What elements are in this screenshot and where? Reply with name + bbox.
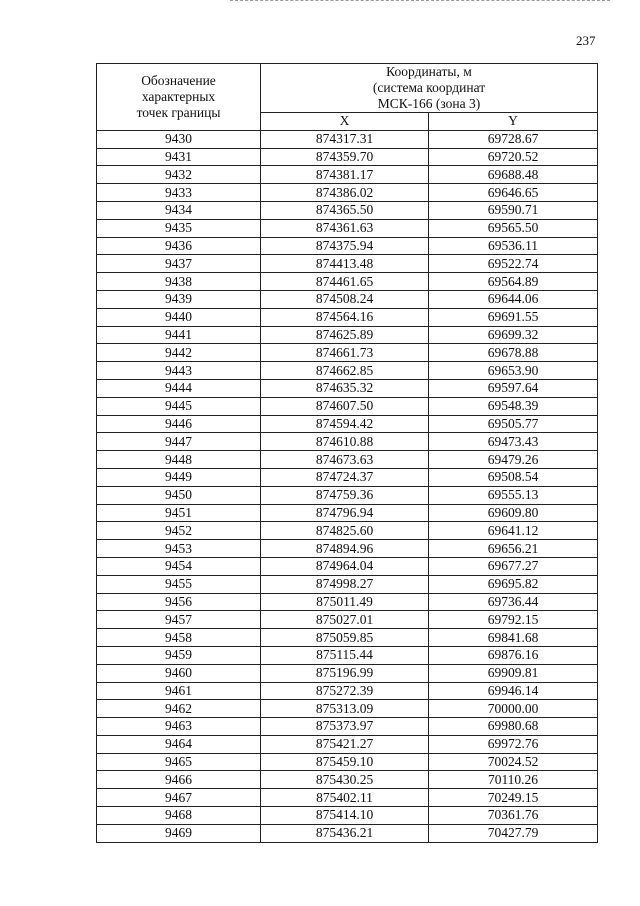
table-row [97,575,598,593]
cell-x: 874381.17 [261,166,429,184]
table-row [97,362,598,380]
cell-point: 9440 [97,308,261,326]
header-coords-line-2: (система координат [372,80,486,95]
cell-y: 69505.77 [429,415,598,433]
table-row [97,807,598,825]
table-row [97,130,598,148]
cell-x: 874825.60 [261,522,429,540]
cell-point: 9445 [97,397,261,415]
cell-x: 874635.32 [261,379,429,397]
cell-x: 874610.88 [261,433,429,451]
header-y: Y [429,113,598,131]
header-coords-line-3: МСК-166 (зона 3) [377,96,481,111]
table-row [97,451,598,469]
cell-x: 874413.48 [261,255,429,273]
cell-point: 9439 [97,290,261,308]
coordinates-table [96,63,598,843]
cell-point: 9446 [97,415,261,433]
cell-x: 874508.24 [261,290,429,308]
cell-point: 9449 [97,468,261,486]
cell-point: 9464 [97,735,261,753]
cell-y: 69728.67 [429,130,598,148]
cell-y: 70249.15 [429,789,598,807]
cell-y: 69548.39 [429,397,598,415]
cell-point: 9456 [97,593,261,611]
cell-y: 69972.76 [429,735,598,753]
table-row [97,290,598,308]
cell-point: 9432 [97,166,261,184]
cell-y: 69641.12 [429,522,598,540]
cell-x: 874359.70 [261,148,429,166]
header-point-line-1: Обозначение [141,72,216,88]
cell-x: 875313.09 [261,700,429,718]
table-header [97,64,598,131]
cell-point: 9460 [97,664,261,682]
table-row [97,166,598,184]
cell-point: 9458 [97,629,261,647]
cell-x: 874661.73 [261,344,429,362]
table-body [97,130,598,842]
table-row [97,468,598,486]
cell-point: 9468 [97,807,261,825]
cell-x: 875459.10 [261,753,429,771]
cell-x: 874662.85 [261,362,429,380]
table-row [97,771,598,789]
cell-x: 875402.11 [261,789,429,807]
cell-point: 9452 [97,522,261,540]
header-point-line-2: характерных [141,88,216,104]
cell-point: 9431 [97,148,261,166]
table-row [97,735,598,753]
cell-y: 69699.32 [429,326,598,344]
cell-y: 69597.64 [429,379,598,397]
cell-x: 874998.27 [261,575,429,593]
page-number: 237 [576,33,596,48]
cell-y: 69678.88 [429,344,598,362]
cell-point: 9467 [97,789,261,807]
cell-point: 9438 [97,273,261,291]
table-row [97,219,598,237]
cell-x: 874461.65 [261,273,429,291]
cell-x: 875421.27 [261,735,429,753]
cell-point: 9430 [97,130,261,148]
cell-point: 9466 [97,771,261,789]
cell-x: 875011.49 [261,593,429,611]
cell-x: 875115.44 [261,646,429,664]
cell-point: 9433 [97,184,261,202]
cell-x: 874564.16 [261,308,429,326]
table-row [97,344,598,362]
table-row [97,593,598,611]
cell-y: 69876.16 [429,646,598,664]
cell-x: 875059.85 [261,629,429,647]
cell-point: 9443 [97,362,261,380]
table-row [97,273,598,291]
cell-x: 875196.99 [261,664,429,682]
cell-y: 69473.43 [429,433,598,451]
cell-point: 9469 [97,824,261,842]
cell-y: 69564.89 [429,273,598,291]
cell-y: 69688.48 [429,166,598,184]
table-row [97,433,598,451]
cell-x: 874964.04 [261,557,429,575]
cell-x: 874594.42 [261,415,429,433]
header-point-designation [97,64,261,131]
table-row [97,753,598,771]
cell-x: 875414.10 [261,807,429,825]
table-row [97,201,598,219]
cell-y: 70361.76 [429,807,598,825]
cell-x: 874386.02 [261,184,429,202]
table-row [97,824,598,842]
cell-point: 9463 [97,718,261,736]
cell-y: 69590.71 [429,201,598,219]
cell-y: 69720.52 [429,148,598,166]
cell-point: 9459 [97,646,261,664]
table-row [97,504,598,522]
cell-y: 69909.81 [429,664,598,682]
cell-x: 874673.63 [261,451,429,469]
cell-y: 69609.80 [429,504,598,522]
table-row [97,522,598,540]
table-row [97,664,598,682]
cell-y: 69736.44 [429,593,598,611]
header-coordinates [261,64,598,113]
cell-y: 70024.52 [429,753,598,771]
cell-point: 9453 [97,540,261,558]
cell-y: 69508.54 [429,468,598,486]
cell-x: 874894.96 [261,540,429,558]
cell-y: 69695.82 [429,575,598,593]
cell-x: 875373.97 [261,718,429,736]
cell-point: 9434 [97,201,261,219]
cell-x: 874317.31 [261,130,429,148]
cell-point: 9454 [97,557,261,575]
cell-x: 874759.36 [261,486,429,504]
table-row [97,611,598,629]
cell-point: 9441 [97,326,261,344]
table-row [97,237,598,255]
cell-x: 875430.25 [261,771,429,789]
cell-y: 69691.55 [429,308,598,326]
table-row [97,379,598,397]
cell-x: 874375.94 [261,237,429,255]
header-x: X [261,113,429,131]
cell-y: 69677.27 [429,557,598,575]
cell-y: 69644.06 [429,290,598,308]
cell-point: 9448 [97,451,261,469]
cell-y: 69479.26 [429,451,598,469]
cell-point: 9437 [97,255,261,273]
table-row [97,540,598,558]
table-row [97,629,598,647]
cell-x: 874625.89 [261,326,429,344]
table-row [97,557,598,575]
header-point-line-3: точек границы [136,104,221,120]
table-row [97,326,598,344]
cell-y: 70110.26 [429,771,598,789]
cell-point: 9455 [97,575,261,593]
cell-y: 69536.11 [429,237,598,255]
cell-y: 69656.21 [429,540,598,558]
cell-y: 69555.13 [429,486,598,504]
cell-point: 9457 [97,611,261,629]
cell-point: 9436 [97,237,261,255]
table-row [97,148,598,166]
cell-x: 875436.21 [261,824,429,842]
cell-y: 69646.65 [429,184,598,202]
cell-x: 874796.94 [261,504,429,522]
table-row [97,646,598,664]
cell-y: 69946.14 [429,682,598,700]
table-row [97,789,598,807]
cell-y: 70000.00 [429,700,598,718]
cell-x: 875027.01 [261,611,429,629]
header-coords-line-1: Координаты, м [386,64,472,79]
table-row [97,308,598,326]
cell-y: 69653.90 [429,362,598,380]
cell-x: 875272.39 [261,682,429,700]
table-row [97,682,598,700]
cell-y: 69522.74 [429,255,598,273]
table-row [97,718,598,736]
cell-point: 9461 [97,682,261,700]
table-row [97,700,598,718]
cell-y: 69792.15 [429,611,598,629]
cell-point: 9444 [97,379,261,397]
table-row [97,255,598,273]
cell-point: 9465 [97,753,261,771]
cell-y: 69841.68 [429,629,598,647]
cell-point: 9462 [97,700,261,718]
cell-y: 69980.68 [429,718,598,736]
cell-point: 9451 [97,504,261,522]
cell-point: 9442 [97,344,261,362]
scan-top-rule [230,0,610,3]
cell-x: 874365.50 [261,201,429,219]
cell-x: 874724.37 [261,468,429,486]
cell-point: 9435 [97,219,261,237]
table-row [97,415,598,433]
cell-point: 9450 [97,486,261,504]
table-row [97,486,598,504]
cell-x: 874361.63 [261,219,429,237]
cell-y: 69565.50 [429,219,598,237]
cell-y: 70427.79 [429,824,598,842]
cell-point: 9447 [97,433,261,451]
table-row [97,397,598,415]
table-row [97,184,598,202]
cell-x: 874607.50 [261,397,429,415]
